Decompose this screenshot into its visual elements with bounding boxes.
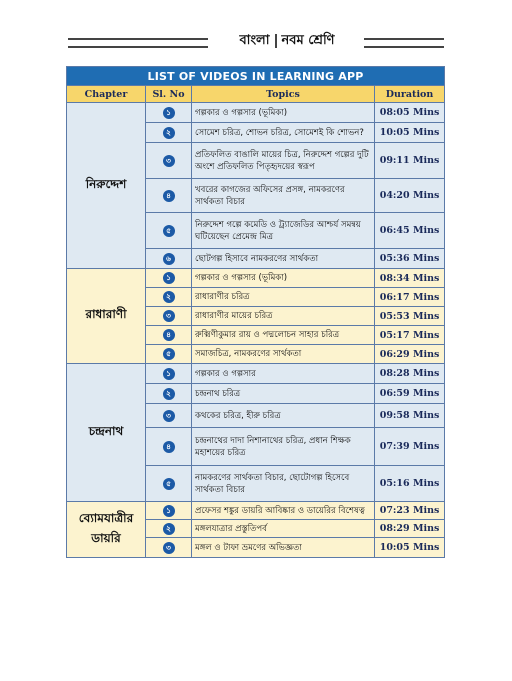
- duration-cell: 08:28 Mins: [375, 364, 445, 384]
- column-header-duration: Duration: [375, 86, 445, 103]
- topic-cell: রাধারাণীর মায়ের চরিত্র: [192, 307, 375, 326]
- serial-number-cell: [146, 326, 192, 345]
- topic-cell: গল্পকার ও গল্পসার (ভূমিকা): [192, 103, 375, 123]
- serial-number-cell: [146, 179, 192, 213]
- serial-number-badge: ৩: [163, 155, 175, 167]
- serial-number-badge: ৫: [163, 225, 175, 237]
- duration-cell: 05:17 Mins: [375, 326, 445, 345]
- serial-number-cell: [146, 269, 192, 288]
- header-subject: বাংলা: [239, 33, 270, 48]
- serial-number-cell: [146, 123, 192, 143]
- duration-cell: 06:45 Mins: [375, 213, 445, 249]
- topic-cell: নামকরণের সার্থকতা বিচার, ছোটোগল্প হিসেবে সার্থকতা বিচার: [192, 466, 375, 502]
- topic-cell: নিরুদ্দেশ গল্পে কমেডি ও ট্র্যাজেডির আশ্চর্য সমন্বয় ঘটিয়েছেন প্রেমেন্দ্র মিত্র: [192, 213, 375, 249]
- header-class: নবম শ্রেণি: [281, 33, 335, 48]
- serial-number-badge: ৫: [163, 348, 175, 360]
- topic-cell: খবরের কাগজের অফিসের প্রসঙ্গ, নামকরণের সার্থকতা বিচার: [192, 179, 375, 213]
- duration-cell: 08:29 Mins: [375, 520, 445, 538]
- serial-number-badge: ২: [163, 127, 175, 139]
- duration-cell: 08:05 Mins: [375, 103, 445, 123]
- duration-cell: 07:39 Mins: [375, 428, 445, 466]
- table-row: [67, 103, 445, 123]
- serial-number-badge: ২: [163, 291, 175, 303]
- duration-cell: 06:29 Mins: [375, 345, 445, 364]
- serial-number-badge: ১: [163, 505, 175, 517]
- serial-number-cell: [146, 538, 192, 558]
- video-list-table: [66, 66, 445, 558]
- table-row: [67, 269, 445, 288]
- serial-number-badge: ২: [163, 523, 175, 535]
- header-rule-left: [68, 38, 208, 48]
- serial-number-badge: ১: [163, 368, 175, 380]
- duration-cell: 10:05 Mins: [375, 123, 445, 143]
- topic-cell: মঙ্গল ও টাফা ভ্রমণের অভিজ্ঞতা: [192, 538, 375, 558]
- serial-number-cell: [146, 288, 192, 307]
- page-header: [68, 30, 444, 52]
- duration-cell: 05:53 Mins: [375, 307, 445, 326]
- serial-number-badge: ৩: [163, 310, 175, 322]
- column-header-chapter: Chapter: [67, 86, 146, 103]
- serial-number-badge: ৪: [163, 441, 175, 453]
- serial-number-cell: [146, 213, 192, 249]
- chapter-name: চন্দ্রনাথ: [67, 364, 146, 502]
- serial-number-cell: [146, 307, 192, 326]
- duration-cell: 05:36 Mins: [375, 249, 445, 269]
- topic-cell: প্রফেসর শঙ্কুর ডায়রি আবিষ্কার ও ডায়েরির বিশেষত্ব: [192, 502, 375, 520]
- serial-number-badge: ৬: [163, 253, 175, 265]
- topic-cell: ছোটগল্প হিসাবে নামকরণের সার্থকতা: [192, 249, 375, 269]
- topic-cell: চন্দ্রনাথের দাদা নিশানাথের চরিত্র, প্রধান শিক্ষক মহাশয়ের চরিত্র: [192, 428, 375, 466]
- column-header-topics: Topics: [192, 86, 375, 103]
- serial-number-badge: ১: [163, 272, 175, 284]
- table-row: [67, 502, 445, 520]
- serial-number-badge: ৩: [163, 410, 175, 422]
- topic-cell: সমাজচিত্র, নামকরণের সার্থকতা: [192, 345, 375, 364]
- duration-cell: 10:05 Mins: [375, 538, 445, 558]
- serial-number-cell: [146, 103, 192, 123]
- duration-cell: 09:58 Mins: [375, 404, 445, 428]
- serial-number-badge: ২: [163, 388, 175, 400]
- serial-number-cell: [146, 345, 192, 364]
- serial-number-badge: ৫: [163, 478, 175, 490]
- duration-cell: 07:23 Mins: [375, 502, 445, 520]
- serial-number-badge: ৩: [163, 542, 175, 554]
- serial-number-cell: [146, 502, 192, 520]
- topic-cell: কথকের চরিত্র, হীরু চরিত্র: [192, 404, 375, 428]
- duration-cell: 04:20 Mins: [375, 179, 445, 213]
- topic-cell: প্রতিফলিত বাঙালি মায়ের চিত্র, নিরুদ্দেশ গল্পের দুটি অংশে প্রতিফলিত পিতৃহৃদয়ের স্বরূপ: [192, 143, 375, 179]
- topic-cell: সোমেশ চরিত্র, শোভন চরিত্র, সোমেশই কি শোভন?: [192, 123, 375, 143]
- duration-cell: 08:34 Mins: [375, 269, 445, 288]
- topic-cell: রুক্মিণীকুমার রায় ও পদ্মলোচন সাহার চরিত্র: [192, 326, 375, 345]
- duration-cell: 06:17 Mins: [375, 288, 445, 307]
- serial-number-cell: [146, 520, 192, 538]
- serial-number-badge: ৪: [163, 329, 175, 341]
- topic-cell: মঙ্গলযাত্রার প্রস্তুতিপর্ব: [192, 520, 375, 538]
- table-caption: LIST OF VIDEOS IN LEARNING APP: [67, 67, 445, 86]
- serial-number-badge: ১: [163, 107, 175, 119]
- serial-number-cell: [146, 384, 192, 404]
- topic-cell: রাধারাণীর চরিত্র: [192, 288, 375, 307]
- chapter-name: ব্যোমযাত্রীর ডায়রি: [67, 502, 146, 558]
- table-row: [67, 364, 445, 384]
- duration-cell: 09:11 Mins: [375, 143, 445, 179]
- chapter-name: রাধারাণী: [67, 269, 146, 364]
- header-title: [212, 30, 362, 52]
- serial-number-cell: [146, 249, 192, 269]
- serial-number-cell: [146, 428, 192, 466]
- header-separator: [275, 34, 277, 48]
- serial-number-cell: [146, 466, 192, 502]
- duration-cell: 06:59 Mins: [375, 384, 445, 404]
- topic-cell: গল্পকার ও গল্পসার (ভূমিকা): [192, 269, 375, 288]
- table-body: [67, 103, 445, 558]
- serial-number-badge: ৪: [163, 190, 175, 202]
- serial-number-cell: [146, 404, 192, 428]
- duration-cell: 05:16 Mins: [375, 466, 445, 502]
- column-header-sl-no: Sl. No: [146, 86, 192, 103]
- serial-number-cell: [146, 364, 192, 384]
- header-rule-right: [364, 38, 444, 48]
- serial-number-cell: [146, 143, 192, 179]
- topic-cell: গল্পকার ও গল্পসার: [192, 364, 375, 384]
- topic-cell: চন্দ্রনাথ চরিত্র: [192, 384, 375, 404]
- chapter-name: নিরুদ্দেশ: [67, 103, 146, 269]
